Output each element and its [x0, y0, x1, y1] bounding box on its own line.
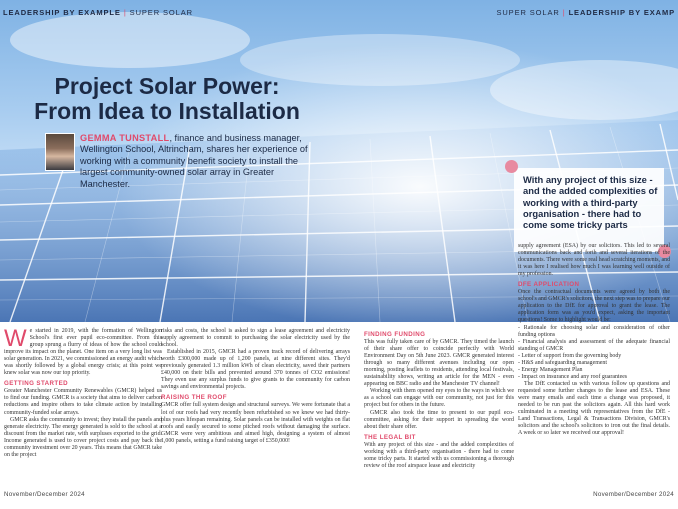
list-item: - H&S and safeguarding management — [518, 359, 607, 366]
subheading: FINDING FUNDING — [364, 331, 426, 338]
subheading: DFE APPLICATION — [518, 281, 580, 289]
quote-mark-icon — [505, 160, 518, 173]
bullet-list — [518, 325, 670, 381]
paragraph: The DfE contacted us with various follow up questions and requested some further changes to the lease and ESA. These were many emails and each time a change was proposed, it needed to be run past the solicitors again. All this hard work culminated in a meeting with representatives from the DfE - Land Transactions, Legal & Transactions Division, GMCR's solicitors and the school's solicitors to iron out the final details. A week or so later we received our approval! — [518, 380, 670, 437]
paragraph: Established in 2015, GMCR had a proven track record of delivering arrays worth £300,000 made up of 1,200 panels, at nine different sites. They'd previously generated 1.3 million kWh of clean electricity, saved their partners £40,000 on their bills and prevented around 370 tonnes of CO2 emissions! They even use any surplus funds to give grants to the community for carbon savings and environmental projects. — [161, 349, 350, 391]
text-column-3 — [364, 328, 514, 470]
list-item: - Financial analysis and assessment of the adequate financial standing of GMCR — [518, 338, 670, 352]
author-intro — [80, 133, 320, 190]
subheading: RAISING THE ROOF — [161, 394, 227, 402]
header-separator: | — [123, 8, 127, 17]
paragraph: Once the contractual documents were agreed by both the school's and GMCR's solicitors, the next step was to prepare our application to the DfE for approval to grant the lease. The application form was as you'd expect, asking the important questions! Some to highlight would be: — [518, 289, 670, 324]
paragraph: risks and costs, the school is asked to sign a lease agreement and electricity supply agreement to commit to purchasing the solar electricity used by the school. — [161, 328, 350, 349]
header-separator: | — [562, 8, 566, 17]
section-subtitle: SUPER SOLAR — [129, 8, 193, 17]
paragraph: Greater Manchester Community Renewables (GMCR) helped us to find our funding. GMCR is a society that aims to deliver carbon reductions and inspire others to take climate action by installing community-funded solar arrays. — [4, 388, 162, 416]
section-header-left — [3, 8, 193, 17]
list-item: - Energy Management Plan — [518, 366, 583, 373]
section-title: LEADERSHIP BY EXAMP — [568, 8, 675, 17]
headline-line-1: Project Solar Power: — [54, 73, 280, 99]
paragraph: This was fully taken care of by GMCR. They timed the launch of their share offer to coincide perfectly with World Environment Day on 5th June 2023. GMCR generated interest through so many different avenues including our open morning, posting leaflets to residents, attending local festivals, sustainability shows, writing an article for the MEN - even appearing on BBC radio and the Manchester TV channel! — [364, 339, 514, 388]
list-item: - Impact on insurance and any roof guarantees — [518, 373, 628, 380]
article-headline — [18, 74, 316, 124]
section-title: LEADERSHIP BY EXAMPLE — [3, 8, 121, 17]
author-bio: , finance and business manager, Wellington School, Altrincham, shares her experience of working with a community benefit society to install the largest community-owned solar array in Greater Manchester. — [80, 133, 308, 189]
page-footer-right: November/December 2024 — [593, 491, 674, 498]
paragraph: We started in 2019, with the formation of Wellington School's first ever pupil eco-committee. From this group sprung a flurry of ideas of how the school could improve its impact on the planet. One item on a very long list was solar generation. In 2021, we commissioned an energy audit which was shortly followed by a global energy crisis; at this point we knew solar was now our top priority. — [4, 325, 162, 377]
text-column-1 — [4, 325, 162, 459]
section-header-right — [496, 8, 675, 17]
pull-quote: With any project of this size - and the added complexities of working with a third-party organisation - there had to come some tricky parts — [523, 174, 658, 231]
page-footer-left: November/December 2024 — [4, 491, 85, 498]
paragraph: Working with them opened my eyes to the ways in which we as a school can engage with our community, not just for this project but for others in the future. — [364, 388, 514, 409]
paragraph: GMCR asks the community to invest; they install the panels and generate electricity. The energy generated is sold to the school at a discount from the market rate, with surpluses exported to the grid. Income generated is used to cover project costs and pay back the community investment over 20 years. This means that GMCR take on the project — [4, 416, 162, 458]
paragraph: GMCR also took the time to present to our pupil eco-committee, asking for their support in spreading the word about their share offer. — [364, 409, 514, 430]
headline-line-2: From Idea to Installation — [34, 98, 300, 124]
section-subtitle: SUPER SOLAR — [496, 8, 560, 17]
subheading: GETTING STARTED — [4, 380, 68, 388]
subheading: THE LEGAL BIT — [364, 433, 416, 441]
paragraph: GMCR offer full system design and structural surveys. We were fortunate that a lot of our roofs had very recently been refurbished so we knew we had thirty-plus years lifespan remaining. Solar panels can be installed with weights on flat roofs and easily secured to some pitched roofs without damaging the surface. GMCR were very ambitious and aimed high, designing a system of almost 1,000 panels, setting a fund raising target of £350,000! — [161, 402, 350, 444]
list-item: - Letter of support from the governing body — [518, 352, 622, 359]
text-column-2 — [161, 328, 350, 445]
author-name: GEMMA TUNSTALL — [80, 133, 170, 143]
paragraph: With any project of this size - and the added complexities of working with a third-party organisation - there had to come some tricky parts. It started with us commissioning a thorough review of the roof airspace lease and electricity — [364, 441, 514, 469]
drop-cap: W — [4, 325, 27, 352]
text-column-4 — [518, 243, 670, 437]
list-item: - Rationale for choosing solar and consideration of other funding options — [518, 324, 670, 338]
author-photo — [45, 133, 75, 171]
paragraph: supply agreement (ESA) by our solicitors. This led to several communications back and forth and several iterations of the documents. There were some real head scratching moments, and it was here I realised how much I was learning well outside of my profession. — [518, 243, 671, 278]
